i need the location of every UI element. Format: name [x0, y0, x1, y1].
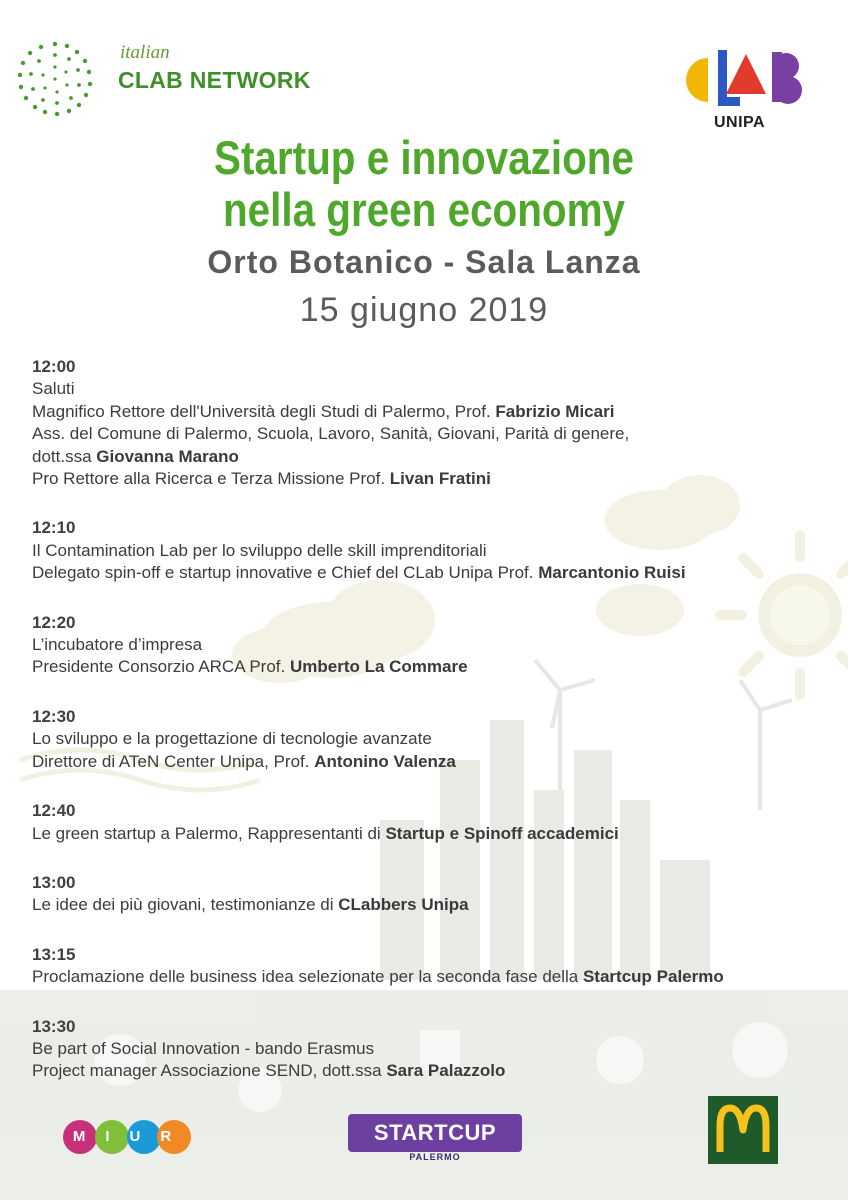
- session-line-text: Proclamazione delle business idea selezionate per la seconda fase della: [32, 967, 583, 987]
- title-block: [0, 132, 848, 332]
- clab-network-tagline: italian: [120, 42, 170, 63]
- session-line-text: Lo sviluppo e la progettazione di tecnologie avanzate: [32, 729, 432, 749]
- mcdonalds-logo: [708, 1096, 778, 1164]
- speaker-name: Fabrizio Micari: [495, 401, 615, 421]
- clab-network-name: CLAB NETWORK: [118, 67, 311, 93]
- golden-arches-icon: [708, 1096, 778, 1164]
- session-time: 12:20: [32, 612, 76, 632]
- agenda-list: [32, 356, 822, 1110]
- session-line: [32, 423, 822, 445]
- event-title-line1: Startup e innovazione: [214, 131, 634, 184]
- session-line-text: L’incubatore d’impresa: [32, 635, 203, 655]
- speaker-name: Antonino Valenza: [314, 751, 456, 771]
- session-line: [32, 728, 822, 750]
- session-line-text: Delegato spin-off e startup innovative e Chief del CLab Unipa Prof.: [32, 563, 539, 583]
- clab-letters-icon: [680, 44, 810, 114]
- session-time: 12:10: [32, 518, 76, 538]
- clab-unipa-logo: [680, 44, 810, 134]
- session-time: 13:30: [32, 1016, 76, 1036]
- session-line: [32, 634, 822, 656]
- agenda-session: [32, 944, 822, 989]
- clab-network-logo: [14, 38, 314, 120]
- session-line-text: Le idee dei più giovani, testimonianze di: [32, 895, 339, 915]
- event-venue: Orto Botanico - Sala Lanza: [207, 244, 641, 280]
- session-line-text: Il Contamination Lab per lo sviluppo delle skill imprenditoriali: [32, 540, 487, 560]
- startcup-sub: PALERMO: [409, 1152, 461, 1162]
- session-time: 12:00: [32, 357, 76, 376]
- speaker-name: Startup e Spinoff accademici: [385, 823, 619, 843]
- session-line-text: Direttore di ATeN Center Unipa, Prof.: [32, 751, 315, 771]
- speaker-name: Sara Palazzolo: [386, 1061, 506, 1081]
- session-line: [32, 1060, 822, 1082]
- session-line-text: dott.ssa: [32, 446, 97, 466]
- session-line-text: Saluti: [32, 379, 75, 399]
- session-line: [32, 823, 822, 845]
- session-line: [32, 446, 822, 468]
- session-time: 13:15: [32, 944, 76, 964]
- event-title-line2: nella green economy: [222, 183, 626, 236]
- dotted-sphere-icon: [14, 38, 96, 120]
- speaker-name: Marcantonio Ruisi: [538, 563, 686, 583]
- session-line: [32, 751, 822, 773]
- speaker-name: CLabbers Unipa: [338, 895, 469, 915]
- agenda-session: [32, 517, 822, 584]
- session-line-text: Le green startup a Palermo, Rappresentanti di: [32, 823, 386, 843]
- session-line-text: Presidente Consorzio ARCA Prof.: [32, 657, 290, 677]
- session-line: [32, 378, 822, 400]
- session-line-text: Magnifico Rettore dell'Università degli Studi di Palermo, Prof.: [32, 401, 496, 421]
- session-line-text: Ass. del Comune di Palermo, Scuola, Lavoro, Sanità, Giovani, Parità di genere,: [32, 424, 630, 444]
- session-line-text: Be part of Social Innovation - bando Erasmus: [32, 1038, 375, 1058]
- agenda-session: [32, 800, 822, 845]
- event-date: 15 giugno 2019: [299, 291, 549, 329]
- session-line: [32, 401, 822, 423]
- miur-logo: [62, 1116, 192, 1158]
- speaker-name: Giovanna Marano: [96, 446, 239, 466]
- session-line: [32, 468, 822, 490]
- agenda-session: [32, 1016, 822, 1083]
- miur-label: MIUR: [72, 1128, 192, 1145]
- unipa-label: UNIPA: [714, 114, 766, 131]
- session-line: [32, 540, 822, 562]
- speaker-name: Startcup Palermo: [582, 967, 724, 987]
- session-line: [32, 966, 822, 988]
- session-time: 12:40: [32, 801, 76, 821]
- agenda-session: [32, 612, 822, 679]
- session-line-text: Project manager Associazione SEND, dott.ssa: [32, 1061, 387, 1081]
- session-time: 12:30: [32, 706, 76, 726]
- speaker-name: Livan Fratini: [389, 469, 491, 489]
- session-line: [32, 894, 822, 916]
- session-line: [32, 562, 822, 584]
- startcup-name: STARTCUP: [348, 1114, 522, 1152]
- session-time: 13:00: [32, 872, 76, 892]
- speaker-name: Umberto La Commare: [289, 657, 468, 677]
- agenda-session: [32, 356, 822, 490]
- startcup-palermo-logo: [348, 1114, 522, 1166]
- session-line: [32, 1038, 822, 1060]
- agenda-session: [32, 872, 822, 917]
- agenda-session: [32, 706, 822, 773]
- session-line: [32, 656, 822, 678]
- session-line-text: Pro Rettore alla Ricerca e Terza Missione Prof.: [32, 469, 390, 489]
